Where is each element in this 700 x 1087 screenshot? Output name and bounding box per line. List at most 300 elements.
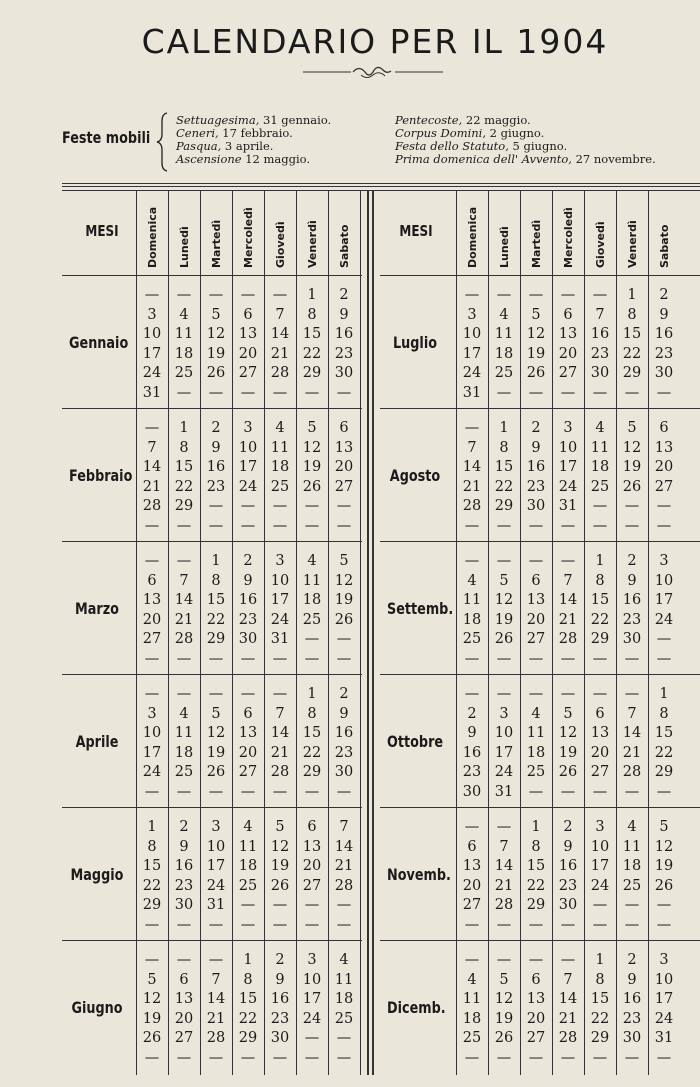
- right_months-day-cell: 9: [659, 306, 669, 323]
- right_months-day-cell: 9: [627, 971, 637, 988]
- left_months-day-cell: 2: [211, 420, 221, 436]
- left_months-day-cell: 20: [302, 858, 322, 874]
- right_months-day-cell: 12: [494, 592, 514, 608]
- right_months-day-cell: —: [624, 686, 640, 702]
- right_months-day-cell: 26: [558, 764, 578, 780]
- left_months-day-cell: 22: [302, 345, 322, 362]
- right_months-day-cell: 4: [627, 819, 637, 835]
- right_months-day-cell: 26: [494, 1030, 514, 1046]
- left_months-day-cell: 10: [238, 439, 258, 456]
- left_months-day-cell: 7: [147, 439, 157, 456]
- right_months-day-cell: 28: [558, 1030, 578, 1046]
- right_months-day-cell: —: [560, 783, 576, 800]
- mesi-header-right: MESI: [399, 222, 433, 240]
- right_months-day-cell: 21: [558, 611, 578, 628]
- right_months-day-cell: 18: [526, 744, 546, 761]
- right_months-day-cell: 31: [462, 384, 482, 401]
- left_months-day-cell: 9: [211, 439, 221, 456]
- left_months-day-cell: 31: [270, 631, 290, 647]
- right_months-day-cell: 27: [462, 897, 482, 913]
- right_months-day-cell: —: [656, 783, 672, 800]
- right_months-day-cell: —: [560, 916, 576, 933]
- right_months-day-cell: —: [592, 783, 608, 800]
- right_months-day-cell: 16: [526, 459, 546, 475]
- right_months-day-cell: 31: [494, 783, 514, 800]
- right_months-day-cell: 14: [622, 725, 642, 741]
- left_months-day-cell: 2: [275, 952, 285, 968]
- left_months-day-cell: 27: [174, 1030, 194, 1046]
- left_months-day-cell: 21: [142, 478, 162, 495]
- right_months-day-cell: 2: [467, 705, 477, 722]
- left_months-day-cell: 8: [307, 306, 317, 323]
- right_months-month-name-4: Novemb.: [387, 865, 451, 884]
- right_months-day-cell: 7: [627, 705, 637, 722]
- left_months-day-cell: 16: [206, 459, 226, 475]
- right_months-day-cell: 16: [622, 991, 642, 1007]
- day-header-right-1: Lunedì: [498, 226, 511, 268]
- left_months-day-cell: —: [336, 650, 352, 667]
- right_months-day-cell: 22: [590, 1010, 610, 1027]
- left_months-day-cell: 19: [142, 1010, 162, 1027]
- left_months-day-cell: 7: [339, 819, 349, 835]
- left_months-day-cell: 25: [174, 764, 194, 780]
- right_months-day-cell: —: [560, 553, 576, 569]
- right_months-day-cell: —: [624, 650, 640, 667]
- left_months-day-cell: 25: [302, 611, 322, 628]
- right_months-day-cell: —: [560, 384, 576, 401]
- feste-right-1: Corpus Domini, 2 giugno.: [395, 126, 545, 140]
- left_months-day-cell: 17: [302, 991, 322, 1007]
- left_months-day-cell: —: [176, 287, 192, 303]
- right_months-day-cell: 20: [590, 744, 610, 761]
- right_months-day-cell: 9: [563, 838, 573, 855]
- right_months-day-cell: 9: [531, 439, 541, 456]
- left_months-day-cell: —: [144, 686, 160, 702]
- left_months-day-cell: 5: [339, 553, 349, 569]
- day-header-left-3: Mercoledì: [242, 207, 255, 268]
- right_months-day-cell: 3: [595, 819, 605, 835]
- left_months-day-cell: 28: [270, 764, 290, 780]
- right_months-day-cell: 6: [467, 838, 477, 855]
- right_months-day-cell: 13: [558, 326, 578, 342]
- right_months-day-cell: 10: [590, 838, 610, 855]
- left_months-day-cell: 26: [206, 365, 226, 381]
- right_months-day-cell: 13: [526, 592, 546, 608]
- right_months-day-cell: 28: [558, 631, 578, 647]
- left_months-day-cell: 17: [142, 744, 162, 761]
- left_months-day-cell: 5: [275, 819, 285, 835]
- right_months-day-cell: 24: [462, 365, 482, 381]
- right_months-day-cell: 3: [659, 553, 669, 569]
- left_months-day-cell: 30: [270, 1030, 290, 1046]
- rule-horizontal: [62, 674, 362, 675]
- right_months-day-cell: —: [560, 1049, 576, 1066]
- right_months-day-cell: —: [464, 517, 480, 534]
- left_months-day-cell: —: [272, 384, 288, 401]
- right_months-day-cell: 23: [526, 478, 546, 495]
- right_months-day-cell: 17: [654, 592, 674, 608]
- feste-right-0: Pentecoste, 22 maggio.: [395, 113, 531, 127]
- left_months-month-name-3: Aprile: [75, 732, 119, 751]
- right_months-day-cell: 13: [654, 439, 674, 456]
- left_months-day-cell: 26: [302, 478, 322, 495]
- left_months-month-name-0: Gennaio: [69, 333, 129, 352]
- left_months-day-cell: —: [272, 686, 288, 702]
- left_months-day-cell: 10: [270, 572, 290, 589]
- left_months-day-cell: 13: [142, 592, 162, 608]
- right_months-day-cell: 1: [627, 287, 637, 303]
- left_months-day-cell: 29: [174, 498, 194, 514]
- right_months-day-cell: 2: [659, 287, 669, 303]
- left_months-day-cell: 2: [243, 553, 253, 569]
- right_months-day-cell: 6: [563, 306, 573, 323]
- left_months-day-cell: —: [144, 916, 160, 933]
- right_months-month-name-1: Agosto: [389, 466, 441, 485]
- right_months-day-cell: —: [624, 498, 640, 514]
- left_months-day-cell: 31: [206, 897, 226, 913]
- right_months-day-cell: —: [496, 553, 512, 569]
- left_months-day-cell: —: [336, 1049, 352, 1066]
- left_months-day-cell: 7: [275, 306, 285, 323]
- left_months-day-cell: 23: [174, 877, 194, 894]
- right_months-month-name-2: Settemb.: [387, 599, 454, 618]
- right_months-day-cell: 20: [526, 1010, 546, 1027]
- left_months-day-cell: 6: [243, 705, 253, 722]
- left_months-day-cell: 4: [179, 705, 189, 722]
- left_months-day-cell: —: [336, 783, 352, 800]
- right_months-day-cell: —: [464, 1049, 480, 1066]
- right_months-day-cell: 11: [526, 725, 546, 741]
- left_months-day-cell: 3: [243, 420, 253, 436]
- left_months-day-cell: 30: [334, 365, 354, 381]
- left_months-day-cell: —: [144, 553, 160, 569]
- left_months-day-cell: —: [208, 498, 224, 514]
- right_months-day-cell: 31: [558, 498, 578, 514]
- right_months-day-cell: 24: [654, 611, 674, 628]
- right_months-day-cell: 21: [462, 478, 482, 495]
- right_months-day-cell: 8: [531, 838, 541, 855]
- day-header-right-3: Mercoledì: [562, 207, 575, 268]
- right_months-day-cell: 16: [590, 326, 610, 342]
- right_months-day-cell: —: [592, 686, 608, 702]
- left_months-day-cell: —: [304, 517, 320, 534]
- left_months-day-cell: 27: [142, 631, 162, 647]
- left_months-day-cell: 9: [339, 306, 349, 323]
- right_months-day-cell: 29: [654, 764, 674, 780]
- left_months-day-cell: —: [304, 1049, 320, 1066]
- right_months-day-cell: 19: [654, 858, 674, 874]
- right_months-day-cell: 18: [590, 459, 610, 475]
- right_months-day-cell: —: [464, 819, 480, 835]
- right_months-day-cell: 8: [595, 971, 605, 988]
- left_months-month-name-4: Maggio: [70, 865, 124, 884]
- left_months-day-cell: 13: [238, 326, 258, 342]
- right_months-day-cell: 19: [494, 611, 514, 628]
- right_months-day-cell: —: [528, 783, 544, 800]
- right_months-day-cell: —: [496, 384, 512, 401]
- right_months-day-cell: 28: [494, 897, 514, 913]
- left_months-day-cell: 7: [179, 572, 189, 589]
- left_months-day-cell: 28: [206, 1030, 226, 1046]
- right_months-day-cell: 7: [563, 971, 573, 988]
- left_months-day-cell: 25: [238, 877, 258, 894]
- right_months-day-cell: 16: [654, 326, 674, 342]
- right_months-day-cell: 30: [622, 631, 642, 647]
- right_months-month-name-3: Ottobre: [387, 732, 444, 751]
- left_months-day-cell: 16: [238, 592, 258, 608]
- rule-vertical: [367, 190, 369, 1075]
- right_months-day-cell: 30: [590, 365, 610, 381]
- right_months-day-cell: 10: [494, 725, 514, 741]
- right_months-day-cell: 25: [494, 365, 514, 381]
- mesi-header-left: MESI: [85, 222, 119, 240]
- left_months-day-cell: —: [208, 384, 224, 401]
- rule-horizontal: [62, 807, 362, 808]
- right_months-day-cell: 9: [467, 725, 477, 741]
- left_months-day-cell: 15: [238, 991, 258, 1007]
- left_months-day-cell: 8: [211, 572, 221, 589]
- left_months-day-cell: 19: [270, 858, 290, 874]
- left_months-day-cell: 26: [270, 877, 290, 894]
- left_months-day-cell: 11: [334, 971, 354, 988]
- left_months-day-cell: —: [240, 384, 256, 401]
- right_months-day-cell: —: [528, 517, 544, 534]
- right_months-day-cell: 3: [499, 705, 509, 722]
- right_months-day-cell: 23: [462, 764, 482, 780]
- left_months-day-cell: 1: [211, 553, 221, 569]
- left_months-day-cell: 19: [206, 744, 226, 761]
- right_months-day-cell: 30: [462, 783, 482, 800]
- right_months-day-cell: —: [624, 1049, 640, 1066]
- right_months-day-cell: 7: [563, 572, 573, 589]
- left_months-day-cell: —: [144, 650, 160, 667]
- left_months-day-cell: —: [272, 650, 288, 667]
- left_months-day-cell: 3: [147, 306, 157, 323]
- right_months-day-cell: 12: [526, 326, 546, 342]
- right_months-day-cell: 5: [531, 306, 541, 323]
- left_months-day-cell: 28: [334, 877, 354, 894]
- left_months-day-cell: —: [240, 783, 256, 800]
- right_months-day-cell: 14: [494, 858, 514, 874]
- left_months-day-cell: 16: [270, 991, 290, 1007]
- rule-horizontal: [380, 408, 700, 409]
- left_months-day-cell: —: [304, 1030, 320, 1046]
- left_months-day-cell: 30: [334, 764, 354, 780]
- left_months-day-cell: —: [176, 1049, 192, 1066]
- left_months-day-cell: —: [176, 650, 192, 667]
- right_months-day-cell: 22: [494, 478, 514, 495]
- left_months-day-cell: —: [240, 1049, 256, 1066]
- right_months-day-cell: 12: [494, 991, 514, 1007]
- right_months-day-cell: 3: [659, 952, 669, 968]
- left_months-day-cell: 30: [238, 631, 258, 647]
- right_months-day-cell: 12: [622, 439, 642, 456]
- right_months-day-cell: —: [496, 1049, 512, 1066]
- left_months-day-cell: 22: [238, 1010, 258, 1027]
- right_months-day-cell: 27: [590, 764, 610, 780]
- right_months-day-cell: 8: [627, 306, 637, 323]
- right_months-day-cell: 20: [558, 345, 578, 362]
- left_months-day-cell: 6: [147, 572, 157, 589]
- left_months-day-cell: 19: [334, 592, 354, 608]
- right_months-day-cell: 10: [462, 326, 482, 342]
- left_months-day-cell: 17: [238, 459, 258, 475]
- right_months-day-cell: 21: [622, 744, 642, 761]
- left_months-day-cell: 21: [206, 1010, 226, 1027]
- right_months-day-cell: 12: [558, 725, 578, 741]
- left_months-day-cell: 6: [179, 971, 189, 988]
- right_months-day-cell: 27: [526, 1030, 546, 1046]
- right_months-day-cell: —: [496, 819, 512, 835]
- right_months-day-cell: 25: [622, 877, 642, 894]
- right_months-day-cell: 21: [494, 877, 514, 894]
- left_months-day-cell: 2: [339, 686, 349, 702]
- left_months-day-cell: 20: [334, 459, 354, 475]
- rule-horizontal: [62, 541, 362, 542]
- right_months-day-cell: 20: [654, 459, 674, 475]
- right_months-day-cell: 25: [526, 764, 546, 780]
- left_months-day-cell: 11: [174, 326, 194, 342]
- right_months-day-cell: 30: [622, 1030, 642, 1046]
- left_months-day-cell: —: [208, 916, 224, 933]
- left_months-day-cell: —: [336, 498, 352, 514]
- rule-horizontal: [62, 183, 700, 184]
- right_months-day-cell: 8: [499, 439, 509, 456]
- right_months-day-cell: 22: [654, 744, 674, 761]
- left_months-day-cell: —: [240, 897, 256, 913]
- left_months-day-cell: 9: [275, 971, 285, 988]
- left_months-day-cell: —: [272, 916, 288, 933]
- left_months-day-cell: —: [304, 897, 320, 913]
- left_months-day-cell: —: [208, 287, 224, 303]
- left_months-day-cell: 23: [206, 478, 226, 495]
- left_months-day-cell: 11: [270, 439, 290, 456]
- left_months-day-cell: 21: [174, 611, 194, 628]
- left_months-day-cell: 6: [307, 819, 317, 835]
- left_months-day-cell: —: [304, 631, 320, 647]
- left_months-day-cell: —: [240, 498, 256, 514]
- left_months-day-cell: 10: [142, 326, 162, 342]
- rule-horizontal: [380, 275, 700, 276]
- right_months-day-cell: 17: [654, 991, 674, 1007]
- right_months-day-cell: 4: [499, 306, 509, 323]
- right_months-day-cell: 12: [654, 838, 674, 855]
- left_months-day-cell: 29: [206, 631, 226, 647]
- right_months-day-cell: 4: [595, 420, 605, 436]
- right_months-day-cell: 19: [494, 1010, 514, 1027]
- rule-horizontal: [380, 674, 700, 675]
- left_months-day-cell: 27: [238, 764, 258, 780]
- left_months-day-cell: 26: [206, 764, 226, 780]
- right_months-day-cell: —: [656, 498, 672, 514]
- left_months-day-cell: 17: [270, 592, 290, 608]
- left_months-day-cell: —: [144, 517, 160, 534]
- left_months-day-cell: 15: [302, 725, 322, 741]
- right_months-day-cell: 14: [462, 459, 482, 475]
- left_months-day-cell: 14: [206, 991, 226, 1007]
- left_months-day-cell: —: [336, 1030, 352, 1046]
- right_months-day-cell: 20: [526, 611, 546, 628]
- right_months-day-cell: 1: [531, 819, 541, 835]
- right_months-day-cell: —: [592, 650, 608, 667]
- right_months-day-cell: 1: [595, 553, 605, 569]
- left_months-day-cell: 12: [142, 991, 162, 1007]
- left_months-day-cell: —: [144, 287, 160, 303]
- right_months-day-cell: 15: [590, 592, 610, 608]
- right_months-day-cell: 5: [659, 819, 669, 835]
- right_months-day-cell: 23: [654, 345, 674, 362]
- right_months-day-cell: —: [464, 287, 480, 303]
- right_months-day-cell: 21: [558, 1010, 578, 1027]
- right_months-day-cell: 16: [558, 858, 578, 874]
- right_months-day-cell: 18: [462, 1010, 482, 1027]
- left_months-day-cell: 23: [270, 1010, 290, 1027]
- right_months-day-cell: 24: [558, 478, 578, 495]
- left_months-day-cell: 5: [307, 420, 317, 436]
- right_months-day-cell: 16: [462, 744, 482, 761]
- left_months-day-cell: 18: [174, 345, 194, 362]
- left_months-day-cell: 24: [142, 764, 162, 780]
- left_months-day-cell: 31: [142, 384, 162, 401]
- left_months-day-cell: —: [176, 783, 192, 800]
- rule-horizontal: [380, 807, 700, 808]
- right_months-day-cell: —: [656, 384, 672, 401]
- right_months-day-cell: —: [656, 631, 672, 647]
- right_months-day-cell: 18: [494, 345, 514, 362]
- right_months-day-cell: 11: [462, 991, 482, 1007]
- left_months-day-cell: 14: [270, 326, 290, 342]
- feste-right-2: Festa dello Statuto, 5 giugno.: [395, 139, 568, 153]
- right_months-day-cell: 6: [531, 971, 541, 988]
- left_months-day-cell: 8: [307, 705, 317, 722]
- right_months-month-name-0: Luglio: [393, 333, 437, 352]
- right_months-day-cell: 4: [531, 705, 541, 722]
- right_months-day-cell: —: [528, 553, 544, 569]
- right_months-day-cell: 18: [622, 858, 642, 874]
- left_months-day-cell: 27: [238, 365, 258, 381]
- right_months-day-cell: —: [464, 650, 480, 667]
- right_months-day-cell: 24: [654, 1010, 674, 1027]
- left_months-day-cell: —: [208, 517, 224, 534]
- left_months-day-cell: 13: [238, 725, 258, 741]
- right_months-day-cell: 14: [558, 592, 578, 608]
- right_months-day-cell: 8: [659, 705, 669, 722]
- right_months-day-cell: 11: [622, 838, 642, 855]
- right_months-day-cell: 17: [590, 858, 610, 874]
- right_months-day-cell: —: [592, 916, 608, 933]
- right_months-day-cell: 6: [595, 705, 605, 722]
- right_months-day-cell: —: [624, 517, 640, 534]
- right_months-day-cell: 17: [462, 345, 482, 362]
- right_months-day-cell: —: [656, 1049, 672, 1066]
- right_months-day-cell: —: [496, 650, 512, 667]
- left_months-day-cell: —: [144, 420, 160, 436]
- left_months-day-cell: 17: [142, 345, 162, 362]
- left_months-day-cell: 24: [302, 1010, 322, 1027]
- left_months-day-cell: 28: [270, 365, 290, 381]
- right_months-day-cell: 30: [558, 897, 578, 913]
- right_months-day-cell: 27: [558, 365, 578, 381]
- right_months-day-cell: 29: [590, 1030, 610, 1046]
- left_months-day-cell: 24: [142, 365, 162, 381]
- right_months-day-cell: —: [624, 783, 640, 800]
- left_months-day-cell: 29: [238, 1030, 258, 1046]
- left_months-day-cell: 12: [302, 439, 322, 456]
- left_months-day-cell: —: [208, 650, 224, 667]
- left_months-day-cell: 23: [334, 744, 354, 761]
- right_months-day-cell: —: [528, 952, 544, 968]
- right_months-day-cell: 17: [558, 459, 578, 475]
